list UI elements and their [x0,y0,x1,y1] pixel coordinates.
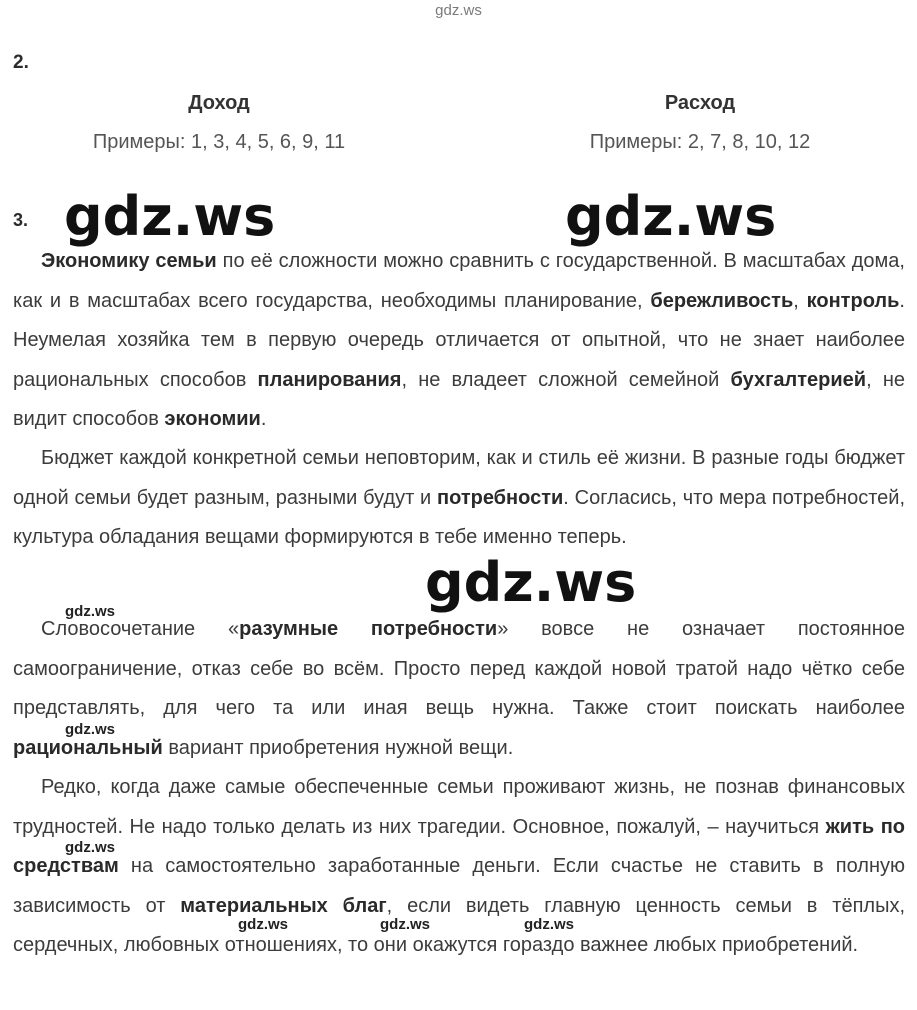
bold-term: материальных благ [180,894,387,917]
watermark-small: gdz.ws [65,721,116,738]
income-column [19,90,419,155]
watermark-small: gdz.ws [65,839,116,856]
text: вариант приобретения нужной вещи. [162,736,514,759]
task-3-number: 3. [13,210,29,230]
text: Словосочетание « [41,618,240,640]
task-2-number: 2. [13,52,29,73]
watermark-top: gdz.ws [435,2,482,19]
paragraph-2 [13,439,905,558]
income-heading: Доход [188,92,250,114]
bold-term: потребности [437,486,564,509]
watermark-big: gdz.ws [425,551,637,614]
expense-column [500,90,900,155]
watermark-small: gdz.ws [238,916,289,933]
text: на самостоятельно заработанные деньги. Если счастье не ставить в полную зависимость от [13,855,905,917]
text: . Согласись, что мера потребностей, культура обладания вещами формируются в тебе именно теперь. [13,486,906,548]
watermark-big: gdz.ws [565,185,777,248]
expense-examples: Примеры: 2, 7, 8, 10, 12 [589,131,811,153]
watermark-small: gdz.ws [380,916,431,933]
text: » вовсе не означает постоянное самоограничение, отказ себе во всём. Просто перед каждой новой тратой надо чётко себе представлять, для чего та или иная вещь нужна. Также стоит поискать наиболее [13,618,905,719]
text: Бюджет каждой конкретной семьи неповторим, как и стиль её жизни. В разные годы бюджет одной семьи будет разным, разными будут и [13,447,905,509]
paragraph-1 [13,242,905,440]
bold-term: экономии [164,408,261,430]
text: , не владеет сложной семейной [401,368,731,391]
income-examples: Примеры: 1, 3, 4, 5, 6, 9, 11 [92,131,346,153]
bold-term: бережливость [650,289,794,312]
text: , не видит способов [13,368,905,430]
text: по её сложности можно сравнить с государственной. В масштабах дома, как и в масштабах всего государства, необходимы планирование, [13,250,905,312]
text: Редко, когда даже самые обеспеченные семьи проживают жизнь, не познав финансовых трудностей. Не надо только делать из них трагедии. Основное, пожалуй, – научиться [13,776,905,838]
bold-term: контроль [806,289,900,312]
watermark-small: gdz.ws [524,916,575,933]
paragraph-3 [13,610,905,768]
text: . [260,408,267,430]
text: . Неумелая хозяйка тем в первую очередь отличается от опытной, что не знает наиболее рациональных способов [13,289,905,391]
watermark-big: gdz.ws [64,185,276,248]
text: , [793,289,807,312]
paragraph-4 [13,768,905,966]
bold-term: рациональный [13,736,163,759]
bold-term: разумные потребности [239,618,498,640]
bold-term: Экономику семьи [41,250,217,272]
text: , если видеть главную ценность семьи в тёплых, сердечных, любовных отношениях, то они окажутся гораздо важнее любых приобретений. [13,894,906,956]
bold-term: бухгалтерией [730,368,867,391]
bold-term: планирования [257,368,402,391]
expense-heading: Расход [664,92,736,114]
bold-term: жить по средствам [13,815,905,877]
watermark-small: gdz.ws [65,603,116,620]
